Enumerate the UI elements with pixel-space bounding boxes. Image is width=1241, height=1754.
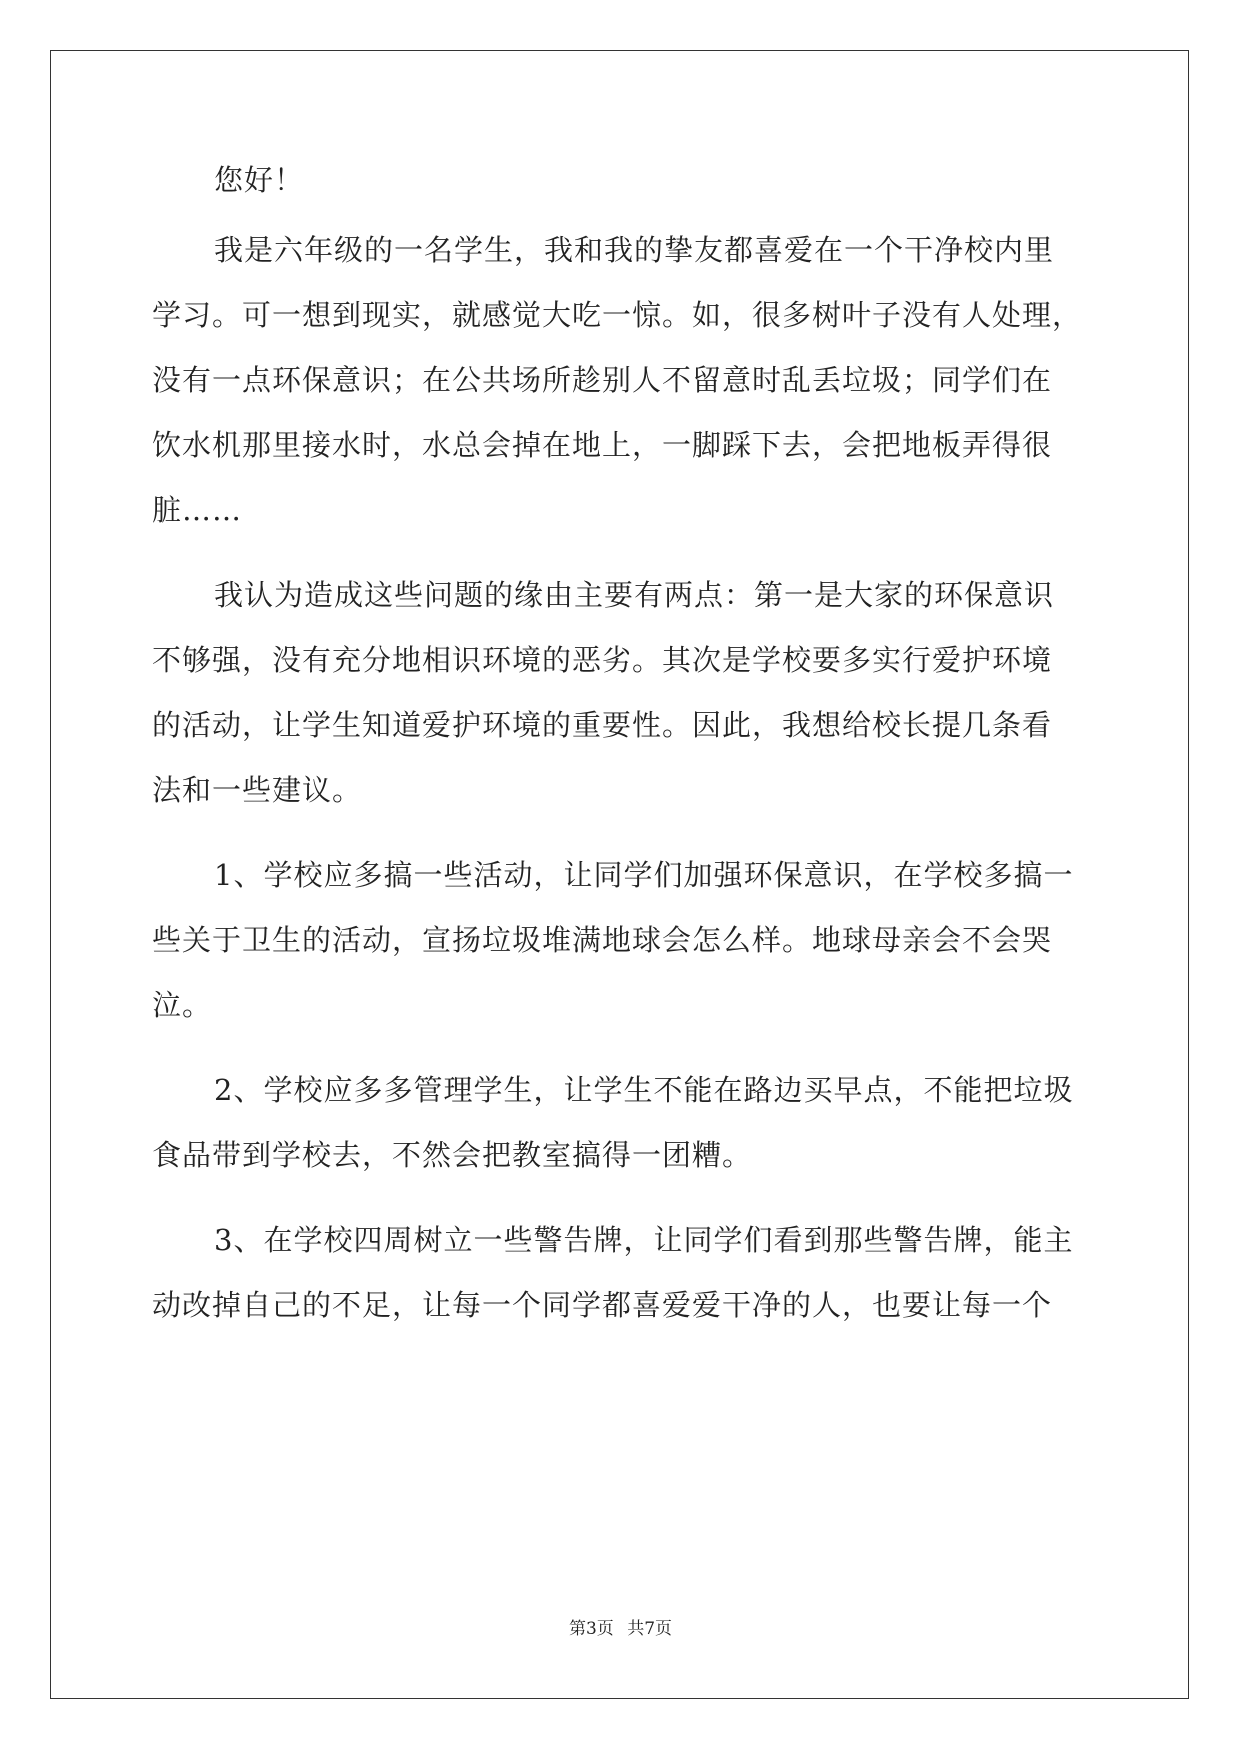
paragraph-line: 些关于卫生的活动，宣扬垃圾堆满地球会怎么样。地球母亲会不会哭 xyxy=(152,923,1053,957)
paragraph-line: 法和一些建议。 xyxy=(152,773,363,807)
paragraph-line: 没有一点环保意识；在公共场所趁别人不留意时乱丢垃圾；同学们在 xyxy=(152,363,1053,397)
paragraph-line: 动改掉自己的不足，让每一个同学都喜爱爱干净的人，也要让每一个 xyxy=(152,1288,1053,1322)
paragraph-line: 的活动，让学生知道爱护环境的重要性。因此，我想给校长提几条看 xyxy=(152,708,1053,742)
paragraph-line: 食品带到学校去，不然会把教室搞得一团糟。 xyxy=(152,1138,753,1172)
paragraph-line: 我认为造成这些问题的缘由主要有两点：第一是大家的环保意识 xyxy=(214,578,1055,612)
page-footer xyxy=(0,1614,1241,1639)
paragraph-line: 2、学校应多多管理学生，让学生不能在路边买早点，不能把垃圾 xyxy=(214,1073,1074,1107)
paragraph-line: 学习。可一想到现实，就感觉大吃一惊。如，很多树叶子没有人处理， xyxy=(152,298,1083,332)
paragraph-line: 不够强，没有充分地相识环境的恶劣。其次是学校要多实行爱护环境 xyxy=(152,643,1053,677)
paragraph-line: 泣。 xyxy=(152,988,213,1022)
paragraph-line: 脏…… xyxy=(152,493,243,527)
paragraph-line: 3、在学校四周树立一些警告牌，让同学们看到那些警告牌，能主 xyxy=(214,1223,1074,1257)
paragraph-line: 我是六年级的一名学生，我和我的挚友都喜爱在一个干净校内里 xyxy=(214,233,1055,267)
greeting: 您好！ xyxy=(214,163,305,197)
paragraph-line: 1、学校应多搞一些活动，让同学们加强环保意识，在学校多搞一 xyxy=(214,858,1074,892)
page-number-current: 第3页 xyxy=(568,1619,614,1639)
paragraph-line: 饮水机那里接水时，水总会掉在地上，一脚踩下去，会把地板弄得很 xyxy=(152,428,1053,462)
page-number-total: 共7页 xyxy=(627,1619,673,1639)
